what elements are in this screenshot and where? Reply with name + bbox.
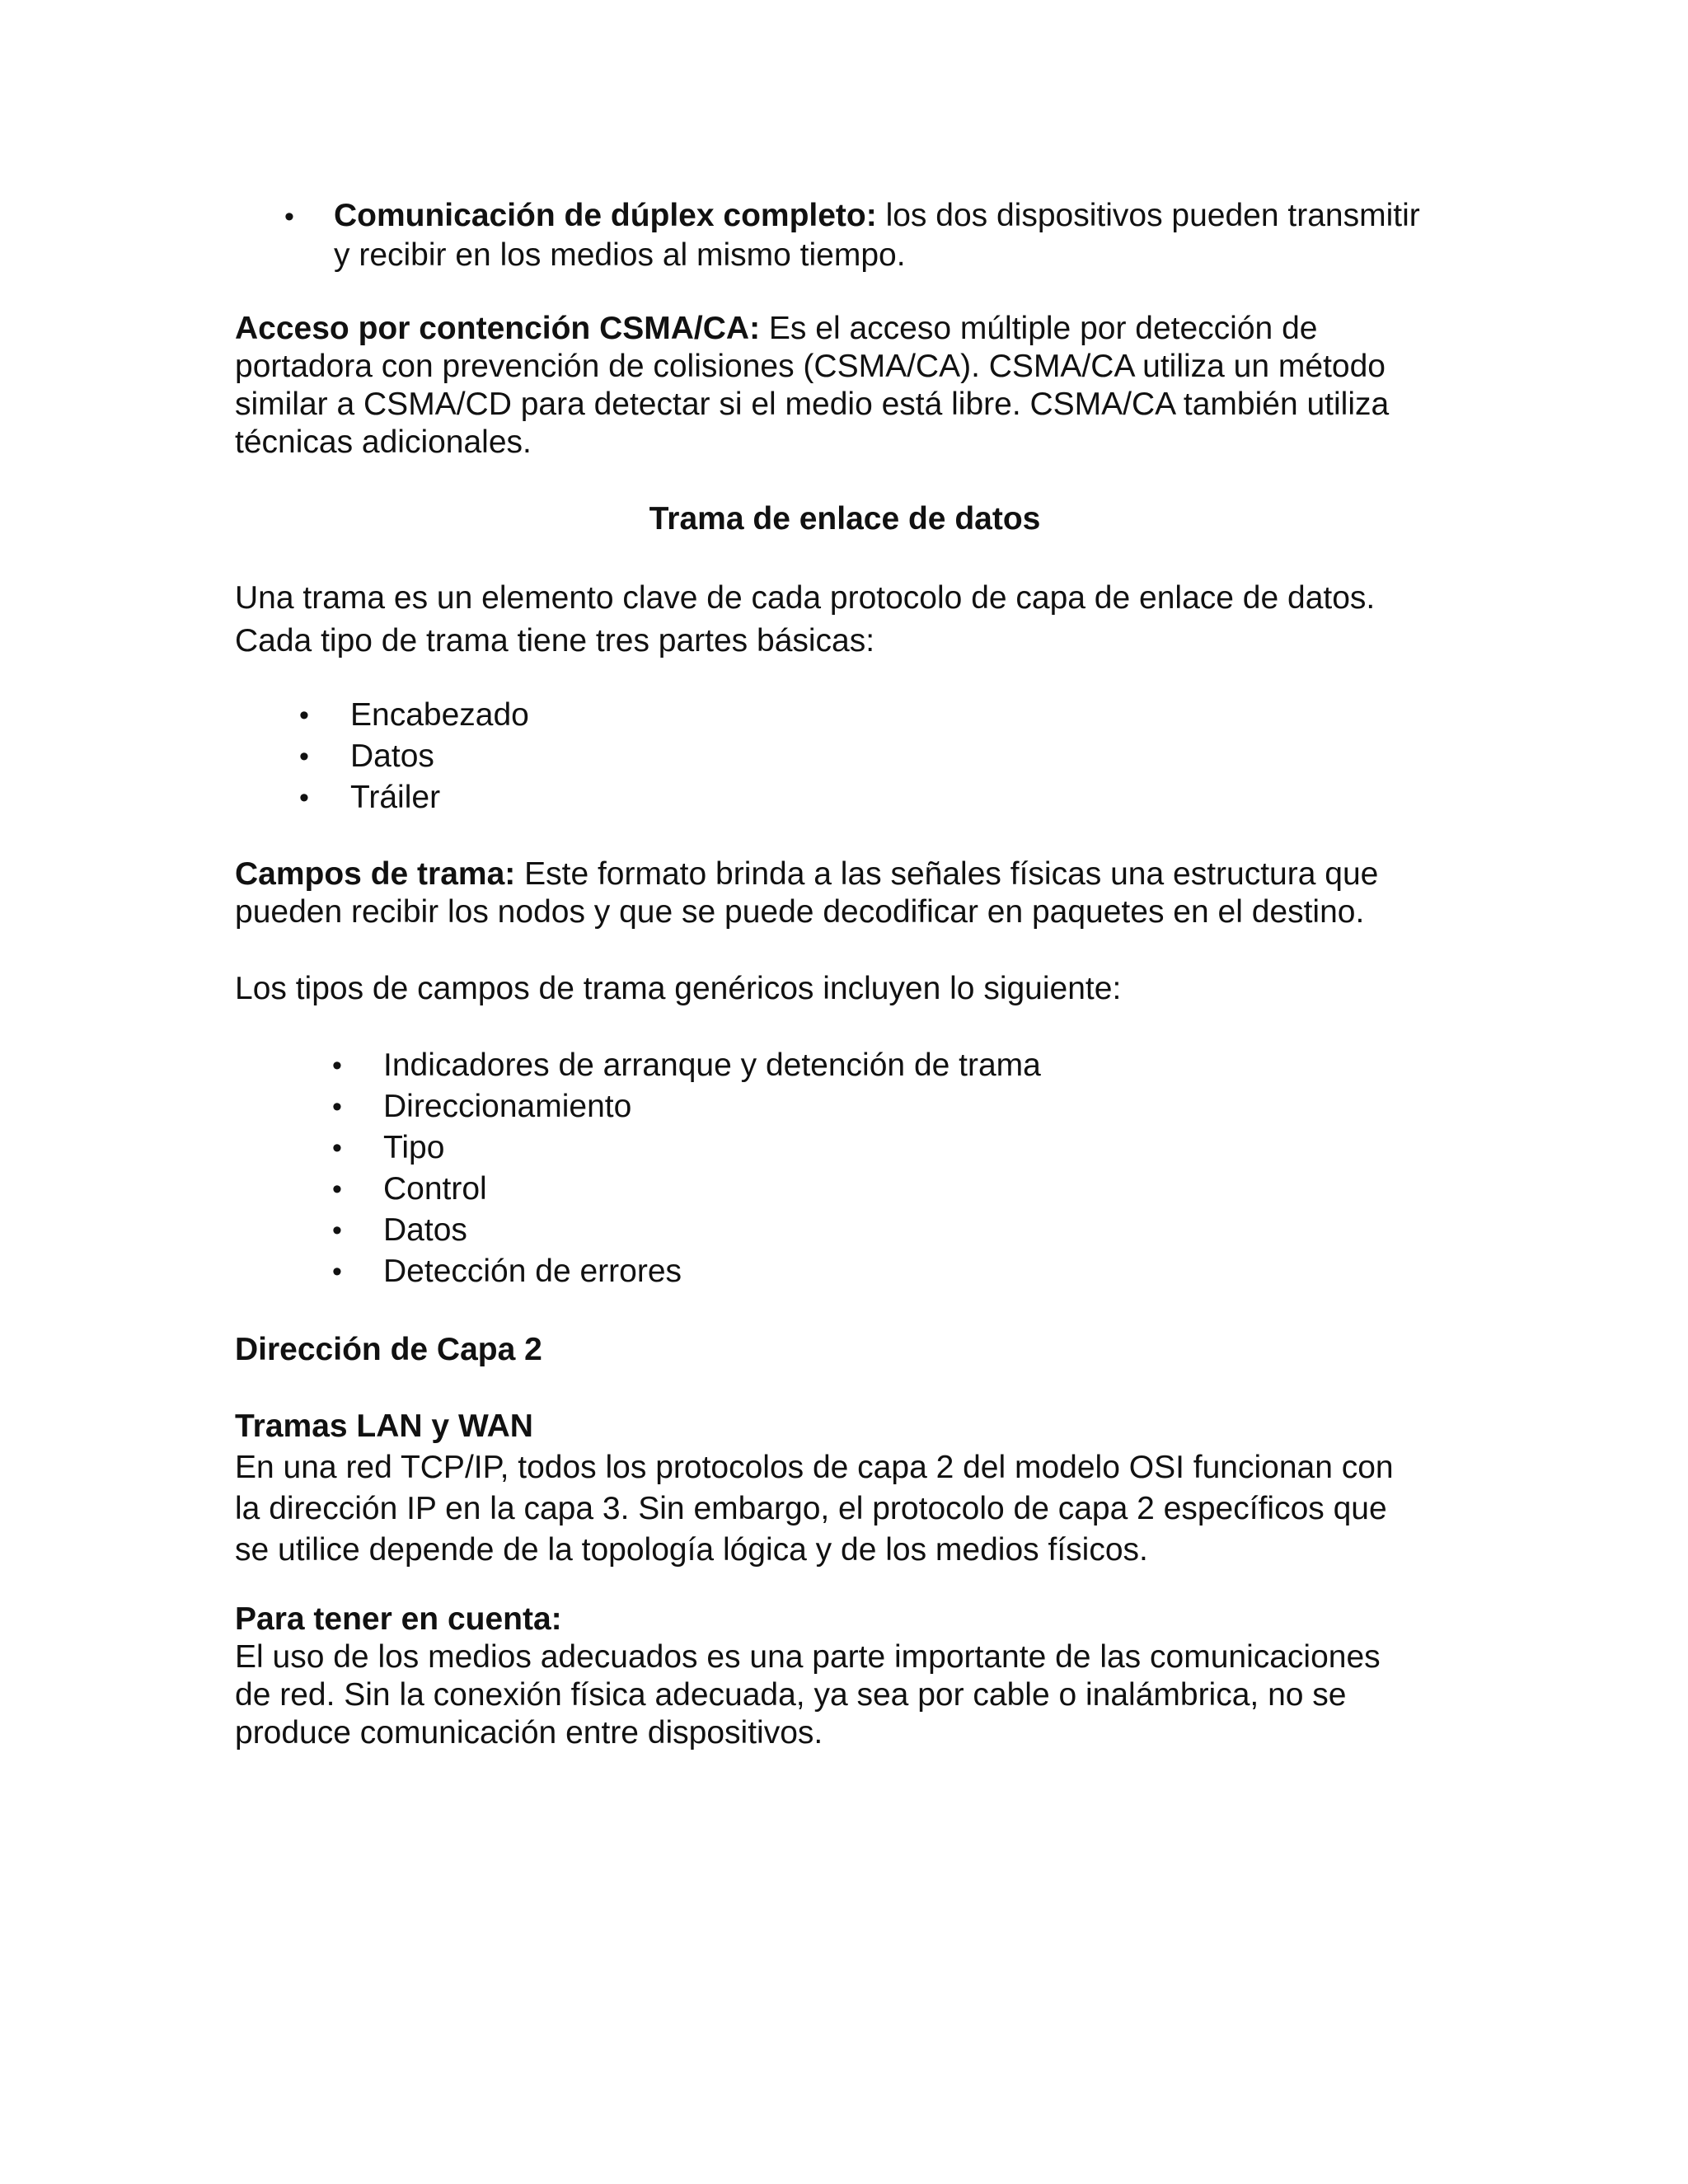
frame-intro-paragraph <box>235 577 1455 663</box>
lan-wan-text-3: se utilice depende de la topología lógica y de los medios físicos. <box>235 1532 1148 1568</box>
fields-text-2: pueden recibir los nodos y que se puede decodificar en paquetes en el destino. <box>235 894 1365 930</box>
lan-wan-text-2: la dirección IP en la capa 3. Sin embargo, el protocolo de capa 2 específicos que <box>235 1491 1387 1526</box>
list-item-text: Indicadores de arranque y detención de trama <box>383 1047 1041 1083</box>
bullet-icon: • <box>332 1174 342 1205</box>
lan-wan-text-1: En una red TCP/IP, todos los protocolos de capa 2 del modelo OSI funcionan con <box>235 1450 1394 1485</box>
generic-intro: Los tipos de campos de trama genéricos incluyen lo siguiente: <box>235 971 1122 1006</box>
csma-text-2: portadora con prevención de colisiones (CSMA/CA). CSMA/CA utiliza un método <box>235 349 1386 384</box>
csma-text-1: Es el acceso múltiple por detección de <box>760 311 1318 346</box>
bullet-icon: • <box>332 1091 342 1122</box>
note-text-2: de red. Sin la conexión física adecuada, ya sea por cable o inalámbrica, no se <box>235 1677 1347 1713</box>
duplex-text-1: los dos dispositivos pueden transmitir <box>876 198 1420 233</box>
note-heading: Para tener en cuenta: <box>235 1601 562 1637</box>
frame-intro-line-1: Una trama es un elemento clave de cada protocolo de capa de enlace de datos. <box>235 580 1376 616</box>
duplex-bullet-item <box>235 196 1471 275</box>
list-item <box>235 1127 1455 1169</box>
csma-paragraph <box>235 310 1455 462</box>
csma-line-1 <box>235 310 1455 348</box>
note-text-3: produce comunicación entre dispositivos. <box>235 1715 823 1750</box>
list-item <box>235 736 1455 777</box>
csma-text-4: técnicas adicionales. <box>235 424 532 460</box>
note-section <box>235 1601 1455 1752</box>
note-text-1: El uso de los medios adecuados es una parte importante de las comunicaciones <box>235 1639 1381 1675</box>
bullet-icon: • <box>332 1132 342 1164</box>
list-item-text: Control <box>383 1171 487 1207</box>
duplex-label: Comunicación de dúplex completo: <box>334 198 877 233</box>
list-item-text: Datos <box>383 1212 467 1248</box>
lan-wan-section <box>235 1406 1455 1571</box>
list-item <box>235 777 1455 818</box>
duplex-line-1 <box>334 196 1471 236</box>
list-item <box>235 695 1455 736</box>
list-item <box>235 1169 1455 1210</box>
generic-fields-list <box>235 1045 1455 1292</box>
lan-wan-heading: Tramas LAN y WAN <box>235 1408 533 1444</box>
list-item <box>235 1251 1455 1292</box>
bullet-icon: • <box>299 741 309 772</box>
fields-label: Campos de trama: <box>235 856 516 892</box>
bullet-icon: • <box>299 700 309 731</box>
fields-text-1: Este formato brinda a las señales físicas una estructura que <box>515 856 1379 892</box>
fields-line-1 <box>235 855 1455 893</box>
list-item-text: Detección de errores <box>383 1254 682 1289</box>
list-item <box>235 1210 1455 1251</box>
duplex-text-2: y recibir en los medios al mismo tiempo. <box>334 237 906 273</box>
fields-paragraph <box>235 855 1455 931</box>
csma-label: Acceso por contención CSMA/CA: <box>235 311 761 346</box>
frame-parts-list <box>235 695 1455 818</box>
list-item <box>235 1045 1455 1086</box>
bullet-icon: • <box>332 1050 342 1081</box>
list-item-text: Direccionamiento <box>383 1089 632 1124</box>
bullet-icon: • <box>284 201 294 232</box>
csma-text-3: similar a CSMA/CD para detectar si el medio está libre. CSMA/CA también utiliza <box>235 387 1390 422</box>
bullet-icon: • <box>299 782 309 813</box>
bullet-icon: • <box>332 1256 342 1287</box>
frame-heading: Trama de enlace de datos <box>649 501 1041 537</box>
bullet-icon: • <box>332 1215 342 1246</box>
list-item-text: Tráiler <box>350 780 441 815</box>
layer2-heading: Dirección de Capa 2 <box>235 1332 542 1367</box>
list-item-text: Tipo <box>383 1130 445 1165</box>
frame-intro-line-2: Cada tipo de trama tiene tres partes básicas: <box>235 623 875 658</box>
list-item-text: Datos <box>350 738 434 774</box>
list-item-text: Encabezado <box>350 697 529 733</box>
list-item <box>235 1086 1455 1127</box>
